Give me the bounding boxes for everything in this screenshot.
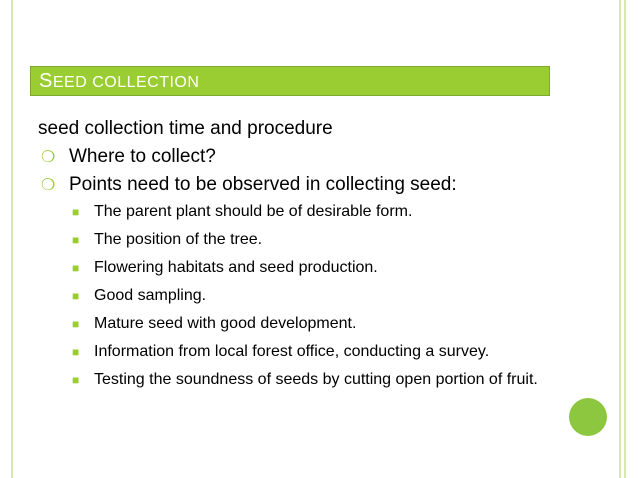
sub-bullet-text: Information from local forest office, conducting a survey.	[94, 343, 490, 360]
slide-title	[39, 70, 199, 93]
slide-title-bar	[30, 66, 550, 96]
frame-line-right	[619, 0, 621, 478]
title-first-letter: S	[39, 69, 53, 92]
sub-bullet-text: The parent plant should be of desirable form.	[94, 203, 413, 220]
ring-bullet-icon: ❍	[41, 177, 56, 194]
ring-bullet-icon: ❍	[41, 149, 56, 166]
decorative-green-circle	[569, 398, 607, 436]
sub-bullet-item	[38, 230, 550, 250]
square-bullet-icon: ■	[72, 261, 80, 275]
square-bullet-icon: ■	[72, 233, 80, 247]
lead-text: seed collection time and procedure	[38, 118, 333, 139]
square-bullet-icon: ■	[72, 317, 80, 331]
sub-bullet-item	[38, 202, 550, 222]
square-bullet-icon: ■	[72, 373, 80, 387]
sub-bullet-item	[38, 342, 550, 362]
sub-bullet-text: The position of the tree.	[94, 231, 263, 248]
sub-bullet-item	[38, 370, 550, 390]
bullet-item	[38, 174, 550, 196]
square-bullet-icon: ■	[72, 345, 80, 359]
bullet-item	[38, 146, 550, 168]
title-rest: EED COLLECTION	[52, 73, 200, 91]
sub-bullet-item	[38, 286, 550, 306]
sub-bullet-text: Testing the soundness of seeds by cutting open portion of fruit.	[94, 371, 538, 388]
square-bullet-icon: ■	[72, 289, 80, 303]
square-bullet-icon: ■	[72, 205, 80, 219]
sub-bullet-text: Good sampling.	[94, 287, 207, 304]
sub-bullet-text: Flowering habitats and seed production.	[94, 259, 378, 276]
bullet-text: Where to collect?	[69, 146, 216, 167]
frame-line-right-outer	[624, 0, 626, 478]
frame-line-left	[11, 0, 13, 478]
sub-bullet-text: Mature seed with good development.	[94, 315, 357, 332]
sub-bullet-item	[38, 258, 550, 278]
sub-bullet-item	[38, 314, 550, 334]
slide-content	[38, 118, 550, 398]
bullet-text: Points need to be observed in collecting seed:	[69, 174, 457, 195]
